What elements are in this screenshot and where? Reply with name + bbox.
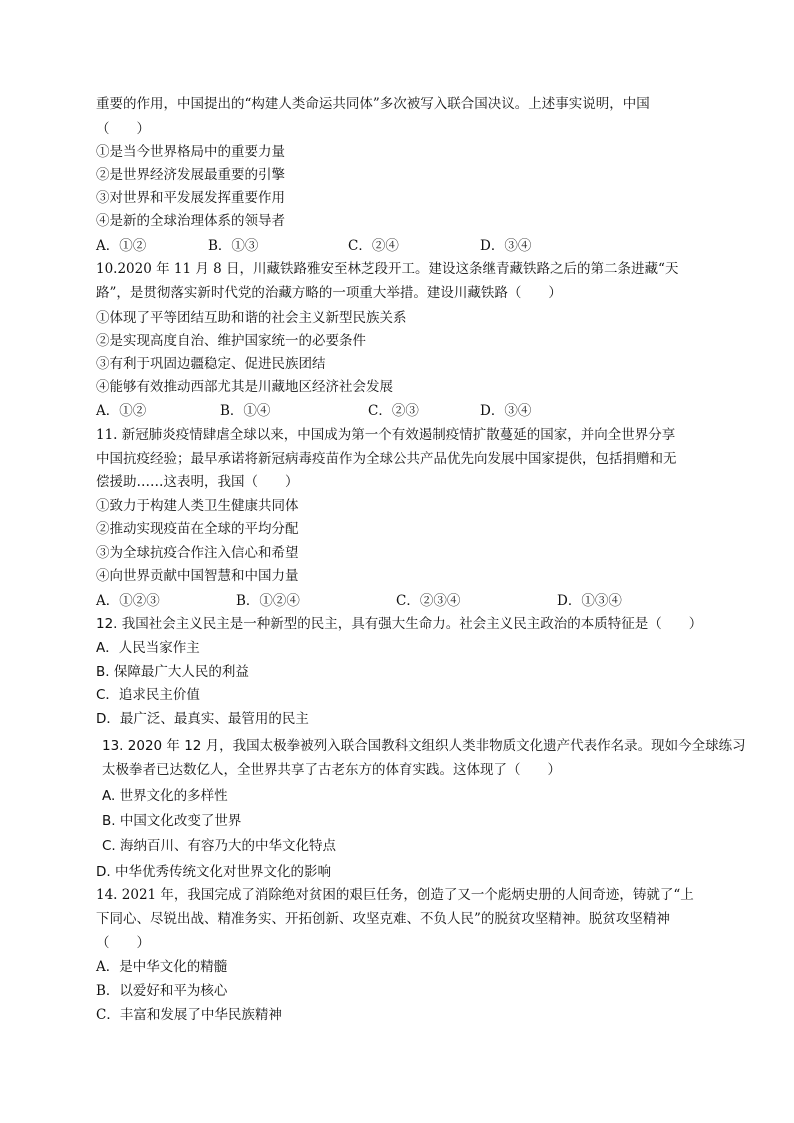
q14-option-c[interactable]: C．丰富和发展了中华民族精神 [96,1007,282,1023]
q10-item-3: ③有利于巩固边疆稳定、促进民族团结 [96,356,326,372]
q11-option-d[interactable]: D．①③④ [557,593,622,609]
q14-option-b[interactable]: B．以爱好和平为核心 [96,983,228,999]
q13-stem-line-2: 太极拳者已达数亿人，全世界共享了古老东方的体育实践。这体现了（ ） [102,762,561,778]
q10-option-a[interactable]: A．①② [96,403,147,419]
q10-item-4: ④能够有效推动西部尤其是川藏地区经济社会发展 [96,379,393,395]
q11-item-1: ①致力于构建人类卫生健康共同体 [96,498,299,514]
q13-option-b[interactable]: B. 中国文化改变了世界 [102,813,242,829]
q11-option-c[interactable]: C．②③④ [396,593,461,609]
q9-option-c[interactable]: C．②④ [348,238,399,254]
q10-option-b[interactable]: B．①④ [220,403,271,419]
q14-stem-line-1: 14. 2021 年，我国完成了消除绝对贫困的艰巨任务，创造了又一个彪炳史册的人间奇迹，铸就了“上 [96,887,694,903]
q9-item-2: ②是世界经济发展最重要的引擎 [96,167,285,183]
q9-options [96,237,706,255]
q10-option-c[interactable]: C．②③ [368,403,419,419]
q9-option-a[interactable]: A．①② [96,238,147,254]
q11-option-b[interactable]: B．①②④ [236,593,300,609]
q13-option-a[interactable]: A. 世界文化的多样性 [102,788,228,804]
q10-stem-line-2: 路”，是贯彻落实新时代党的治藏方略的一项重大举措。建设川藏铁路（ ） [96,285,562,301]
q11-options [96,592,706,610]
q9-stem-line-2: （ ） [96,121,150,137]
q11-stem-line-3: 偿援助……这表明，我国（ ） [96,474,299,490]
q14-stem-line-2: 下同心、尽锐出战、精准务实、开拓创新、攻坚克难、不负人民”的脱贫攻坚精神。脱贫攻坚精神 [96,911,670,927]
q10-options [96,402,706,420]
q9-item-1: ①是当今世界格局中的重要力量 [96,144,285,160]
q11-item-4: ④向世界贡献中国智慧和中国力量 [96,568,299,584]
q11-stem-line-2: 中国抗疫经验；最早承诺将新冠病毒疫苗作为全球公共产品优先向发展中国家提供，包括捐赠和无 [96,451,677,467]
q13-option-c[interactable]: C. 海纳百川、有容乃大的中华文化特点 [102,838,337,854]
q11-item-3: ③为全球抗疫合作注入信心和希望 [96,545,299,561]
q12-option-b[interactable]: B. 保障最广大人民的利益 [96,664,249,680]
q10-item-1: ①体现了平等团结互助和谐的社会主义新型民族关系 [96,310,407,326]
q13-stem-line-1: 13. 2020 年 12 月，我国太极拳被列入联合国教科文组织人类非物质文化遗产代表作名录。现如今全球练习 [102,738,746,754]
q10-item-2: ②是实现高度自治、维护国家统一的必要条件 [96,333,366,349]
q11-item-2: ②推动实现疫苗在全球的平均分配 [96,521,299,537]
q9-option-d[interactable]: D．③④ [480,238,532,254]
q9-item-3: ③对世界和平发展发挥重要作用 [96,190,285,206]
q14-stem-line-3: （ ） [96,935,150,951]
q11-stem-line-1: 11. 新冠肺炎疫情肆虐全球以来，中国成为第一个有效遏制疫情扩散蔓延的国家，并向全世界分享 [96,427,676,443]
q9-stem-line-1: 重要的作用，中国提出的“构建人类命运共同体”多次被写入联合国决议。上述事实说明，中国 [96,96,650,112]
q10-option-d[interactable]: D．③④ [480,403,532,419]
q9-option-b[interactable]: B．①③ [208,238,259,254]
q13-option-d[interactable]: D. 中华优秀传统文化对世界文化的影响 [96,864,331,880]
q12-option-a[interactable]: A．人民当家作主 [96,640,200,656]
q11-option-a[interactable]: A．①②③ [96,593,160,609]
q12-stem-line-1: 12. 我国社会主义民主是一种新型的民主，具有强大生命力。社会主义民主政治的本质特征是（ ） [96,616,703,632]
q9-item-4: ④是新的全球治理体系的领导者 [96,213,285,229]
q12-option-d[interactable]: D．最广泛、最真实、最管用的民主 [96,711,309,727]
q10-stem-line-1: 10.2020 年 11 月 8 日，川藏铁路雅安至林芝段开工。建设这条继青藏铁路之后的第二条进藏“天 [96,261,679,277]
q12-option-c[interactable]: C．追求民主价值 [96,687,200,703]
q14-option-a[interactable]: A．是中华文化的精髓 [96,959,228,975]
